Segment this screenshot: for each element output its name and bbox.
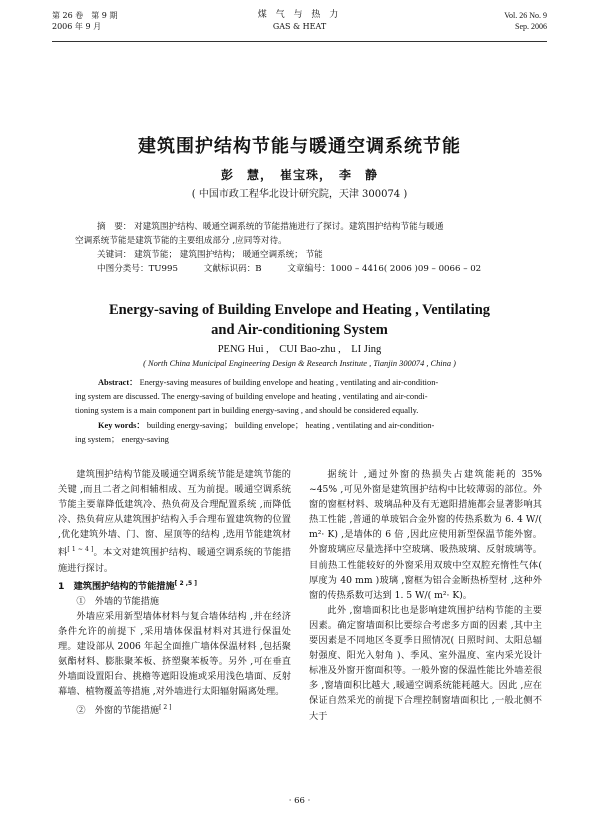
authors-en: PENG Hui , CUI Bao-zhu , LI Jing	[217, 344, 382, 355]
keywords-en-line: ing system； energy-saving	[75, 434, 169, 444]
body-paragraph: 据统计 ,通过外窗的热损失占建筑能耗的 35% ~45% ,可见外窗是建筑围护结构中比较薄弱的部位。外窗的窗框材料、玻璃品种及有无遮阳措施都会显著影响其热工性能 ,普通的单玻铝合金外窗的传热系数为 6. 4 W/( m²· K) ,是墙体的 6 倍 ,因此应使用新型保温节能外窗。外窗玻璃应尽量选择中空玻璃、吸热玻璃、反射玻璃等。目前热工性能较好的外窗采用双玻中空双腔充惰性气体( 厚度为 40 mm )玻璃 ,窗框为铝合金断热桥型材 ,这种外窗的传热系数可达到 1. 5 W/( m²· K)。	[309, 469, 542, 601]
journal-name-cn: 煤 气 与 热 力	[257, 10, 342, 20]
abstract-en-block	[75, 376, 525, 447]
keywords-en-text: building energy-saving； building envelope； heating , ventilating and air-condition-	[144, 420, 435, 430]
abstract-en-label: Abstract：	[98, 378, 138, 387]
authors-cn: 彭 慧， 崔宝珠， 李 静	[220, 168, 378, 182]
intro-text: 建筑围护结构节能及暖通空调系统节能是建筑节能的关键 ,而且二者之间相辅相成、互为前提。暖通空调系统节能主要靠降低建筑冷、热负荷及合理配置系统 ,而降低冷、热负荷应从建筑围护结构入手合理布置建筑物的位置 ,优化建筑外墙、门、窗、屋顶等的结构 ,选用节能建筑材料	[58, 469, 291, 559]
body-paragraph: 外墙应采用新型墙体材料与复合墙体结构 ,并在经济条件允许的前提下 ,采用墙体保温材料对其进行保温处理。建设部从 2006 年起全面推广墙体保温材料 ,包括聚氨酯材料、膨胀聚苯板、挤塑聚苯板等。另外 ,可在垂直外墙面设置阳台、挑檐等遮阳设施或采用浅色墙面、反射幕墙、植物覆盖等措施 ,对外墙进行太阳辐射隔离处理。	[58, 610, 291, 698]
paper-title-en-line: Energy-saving of Building Envelope and Heating , Ventilating	[108, 302, 491, 318]
affiliation-en: ( North China Municipal Engineering Design & Research Institute , Tianjin 300074 , China )	[143, 359, 456, 368]
volume-issue-en	[504, 10, 547, 32]
abstract-en-text: Energy-saving measures of building envelope and heating , ventilating and air-condition-	[137, 378, 439, 387]
keywords-en-label: Key words：	[98, 420, 145, 430]
header-rule	[52, 41, 547, 42]
body-column-right	[309, 467, 542, 724]
volume-cn: 第 26 卷 第 9 期	[52, 11, 118, 20]
subsection-heading: ① 外墙的节能措施	[76, 595, 160, 607]
classification-meta-cn: 中图分类号：TU995 文献标识码：B 文章编号：1000 – 4416( 2006 )09 – 0066 – 02	[97, 264, 482, 274]
abstract-en-line: ing system are discussed. The energy-saving of building envelope and heating , ventilating and air-condi-	[75, 392, 428, 402]
abstract-en-line	[75, 376, 525, 390]
body-paragraph: 此外 ,窗墙面积比也是影响建筑围护结构节能的主要因素。确定窗墙面积比要综合考虑多方面的因素 ,其中主要因素是不同地区冬夏季日照情况( 日照时间、太阳总辐射强度、阳光入射角 )、季风、室外温度、室内采光设计标准及外窗开窗面积等。一般外窗的保温性能比外墙差很多 ,窗墙面积比越大 ,暖通空调系统能耗越大。因此 ,应在保证自然采光的前提下合理控制窗墙面积比 ,一般北侧不大于	[309, 604, 542, 722]
citation: [ 1 ~ 4 ]	[67, 546, 94, 554]
paper-title-en	[0, 300, 599, 340]
subsection-heading	[58, 700, 291, 718]
affiliation-cn: ( 中国市政工程华北设计研究院，天津 300074 )	[191, 189, 408, 200]
body-column-left	[58, 467, 291, 718]
keywords-en-line	[75, 419, 525, 433]
section-title: 1 建筑围护结构的节能措施	[58, 580, 175, 592]
citation: [ 2 ]	[159, 703, 172, 711]
paper-title-en-line: and Air-conditioning System	[211, 322, 388, 338]
header-bar	[52, 10, 547, 40]
date-cn: 2006 年 9 月	[52, 22, 102, 31]
abstract-cn-line: 空调系统节能是建筑节能的主要组成部分 ,应同等对待。	[75, 236, 287, 246]
date-en: Sep. 2006	[515, 22, 547, 31]
paper-title-cn: 建筑围护结构节能与暖通空调系统节能	[138, 136, 461, 157]
abstract-cn-line: 摘 要： 对建筑围护结构、暖通空调系统的节能措施进行了探讨。建筑围护结构节能与暖通	[97, 222, 444, 232]
abstract-en-line: tioning system is a main component part in building energy-saving , and should be considered equally.	[75, 406, 419, 416]
citation: [ 2 ,5 ]	[174, 579, 198, 587]
page-number: · 66 ·	[288, 796, 311, 806]
journal-name	[52, 10, 547, 32]
section-heading	[58, 576, 291, 594]
intro-paragraph	[58, 467, 291, 576]
abstract-cn-block	[75, 220, 525, 276]
volume-en: Vol. 26 No. 9	[504, 11, 547, 20]
intro-text: 。本文对建筑围护结构、暖通空调系统的节能措施进行探讨。	[58, 547, 292, 574]
keywords-cn: 关键词： 建筑节能； 建筑围护结构； 暖通空调系统； 节能	[97, 250, 323, 260]
subsection-title: ② 外窗的节能措施	[76, 704, 160, 716]
journal-name-en: GAS & HEAT	[272, 22, 327, 31]
